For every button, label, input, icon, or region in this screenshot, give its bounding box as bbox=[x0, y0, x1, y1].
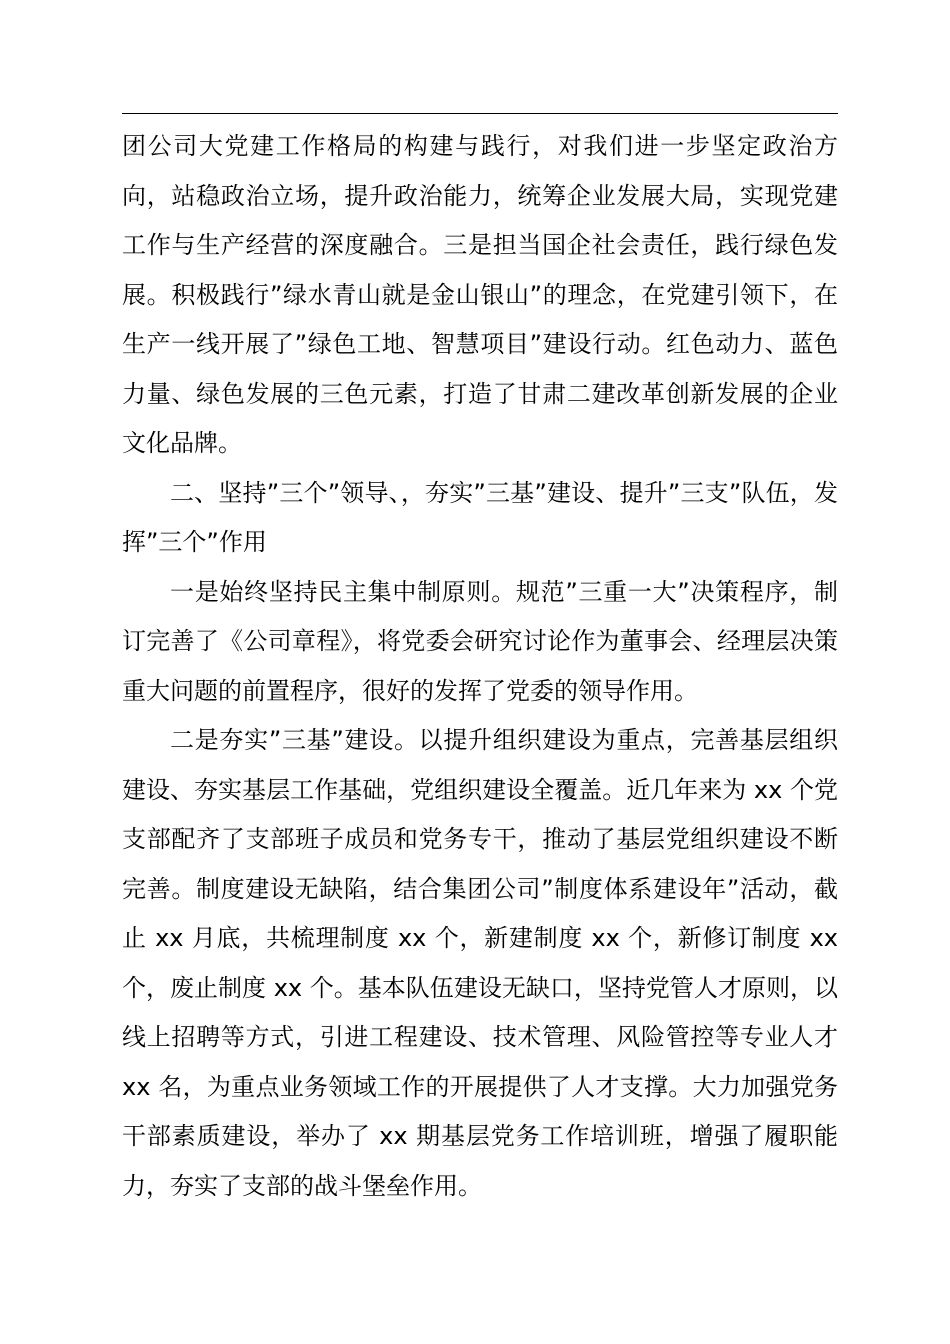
header-rule bbox=[122, 113, 838, 114]
paragraph-continuation: 团公司大党建工作格局的构建与践行，对我们进一步坚定政治方向，站稳政治立场，提升政治能力，统筹企业发展大局，实现党建工作与生产经营的深度融合。三是担当国企社会责任，践行绿色发展。积极践行”绿水青山就是金山银山”的理念，在党建引领下，在生产一线开展了”绿色工地、智慧项目”建设行动。红色动力、蓝色力量、绿色发展的三色元素，打造了甘肃二建改革创新发展的企业文化品牌。 bbox=[122, 132, 838, 457]
section-heading: 二、坚持”三个”领导、，夯实”三基”建设、提升”三支”队伍，发挥”三个”作用 bbox=[122, 478, 838, 556]
paragraph-three-basics: 二是夯实”三基”建设。以提升组织建设为重点，完善基层组织建设、夯实基层工作基础，党组织建设全覆盖。近几年来为 xx 个党支部配齐了支部班子成员和党务专干，推动了基层党组织建设不断完善。制度建设无缺陷，结合集团公司”制度体系建设年”活动，截止 xx 月底，共梳理制度 xx 个，新建制度 xx 个，新修订制度 xx 个，废止制度 xx 个。基本队伍建设无缺口，坚持党管人才原则，以线上招聘等方式，引进工程建设、技术管理、风险管控等专业人才 xx 名，为重点业务领域工作的开展提供了人才支撑。大力加强党务干部素质建设，举办了 xx 期基层党务工作培训班，增强了履职能力，夯实了支部的战斗堡垒作用。 bbox=[122, 726, 838, 1200]
document-body bbox=[122, 122, 838, 1211]
paragraph-democratic-centralism: 一是始终坚持民主集中制原则。规范”三重一大”决策程序，制订完善了《公司章程》，将党委会研究讨论作为董事会、经理层决策重大问题的前置程序，很好的发挥了党委的领导作用。 bbox=[122, 577, 838, 705]
